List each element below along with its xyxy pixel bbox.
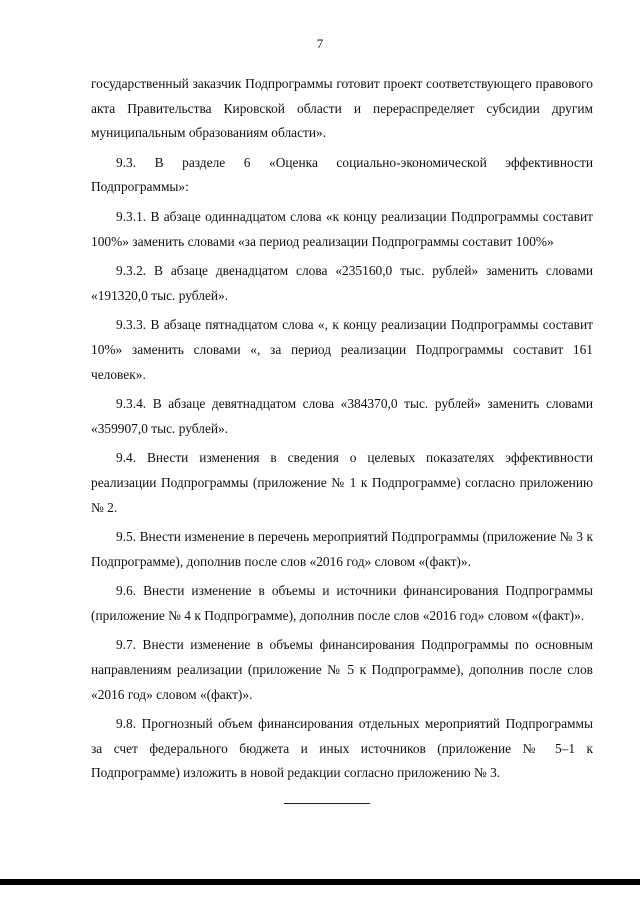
paragraph-9-8: 9.8. Прогнозный объем финансирования отдельных мероприятий Подпрограммы за счет федерального бюджета и иных источников (приложение № 5–1 к Подпрограмме) изложить в новой редакции согласно приложению № 3. xyxy=(91,716,593,781)
page-number: 7 xyxy=(316,36,324,51)
paragraph-continuation: государственный заказчик Подпрограммы готовит проект соответствующего правового акта Правительства Кировской области и перераспределяет субсидии другим муниципальным образованиям области». xyxy=(91,76,593,141)
paragraph-9-6: 9.6. Внести изменение в объемы и источники финансирования Подпрограммы (приложение № 4 к Подпрограмме), дополнив после слов «2016 год» словом «(факт)». xyxy=(91,583,593,623)
paragraph-9-3-3: 9.3.3. В абзаце пятнадцатом слова «, к концу реализации Подпрограммы составит 10%» заменить словами «, за период реализации Подпрограммы составит 161 человек». xyxy=(91,317,593,382)
paragraph-9-7: 9.7. Внести изменение в объемы финансирования Подпрограммы по основным направлениям реализации (приложение № 5 к Подпрограмме), дополнив после слов «2016 год» словом «(факт)». xyxy=(91,637,593,702)
document-body xyxy=(91,72,593,791)
paragraph-9-4: 9.4. Внести изменения в сведения о целевых показателях эффективности реализации Подпрограммы (приложение № 1 к Подпрограмме) согласно приложению № 2. xyxy=(91,450,593,515)
end-separator-line xyxy=(284,803,370,804)
paragraph-9-3-4: 9.3.4. В абзаце девятнадцатом слова «384370,0 тыс. рублей» заменить словами «359907,0 тыс. рублей». xyxy=(91,396,593,436)
paragraph-9-3-1: 9.3.1. В абзаце одиннадцатом слова «к концу реализации Подпрограммы составит 100%» заменить словами «за период реализации Подпрограммы составит 100%» xyxy=(91,208,593,249)
paragraph-9-5: 9.5. Внести изменение в перечень мероприятий Подпрограммы (приложение № 3 к Подпрограмме), дополнив после слов «2016 год» словом «(факт)». xyxy=(91,529,593,569)
bottom-border-rule xyxy=(0,879,640,885)
paragraph-9-3: 9.3. В разделе 6 «Оценка социально-экономической эффективности Подпрограммы»: xyxy=(91,154,593,195)
paragraph-9-3-2: 9.3.2. В абзаце двенадцатом слова «235160,0 тыс. рублей» заменить словами «191320,0 тыс. рублей». xyxy=(91,263,593,303)
